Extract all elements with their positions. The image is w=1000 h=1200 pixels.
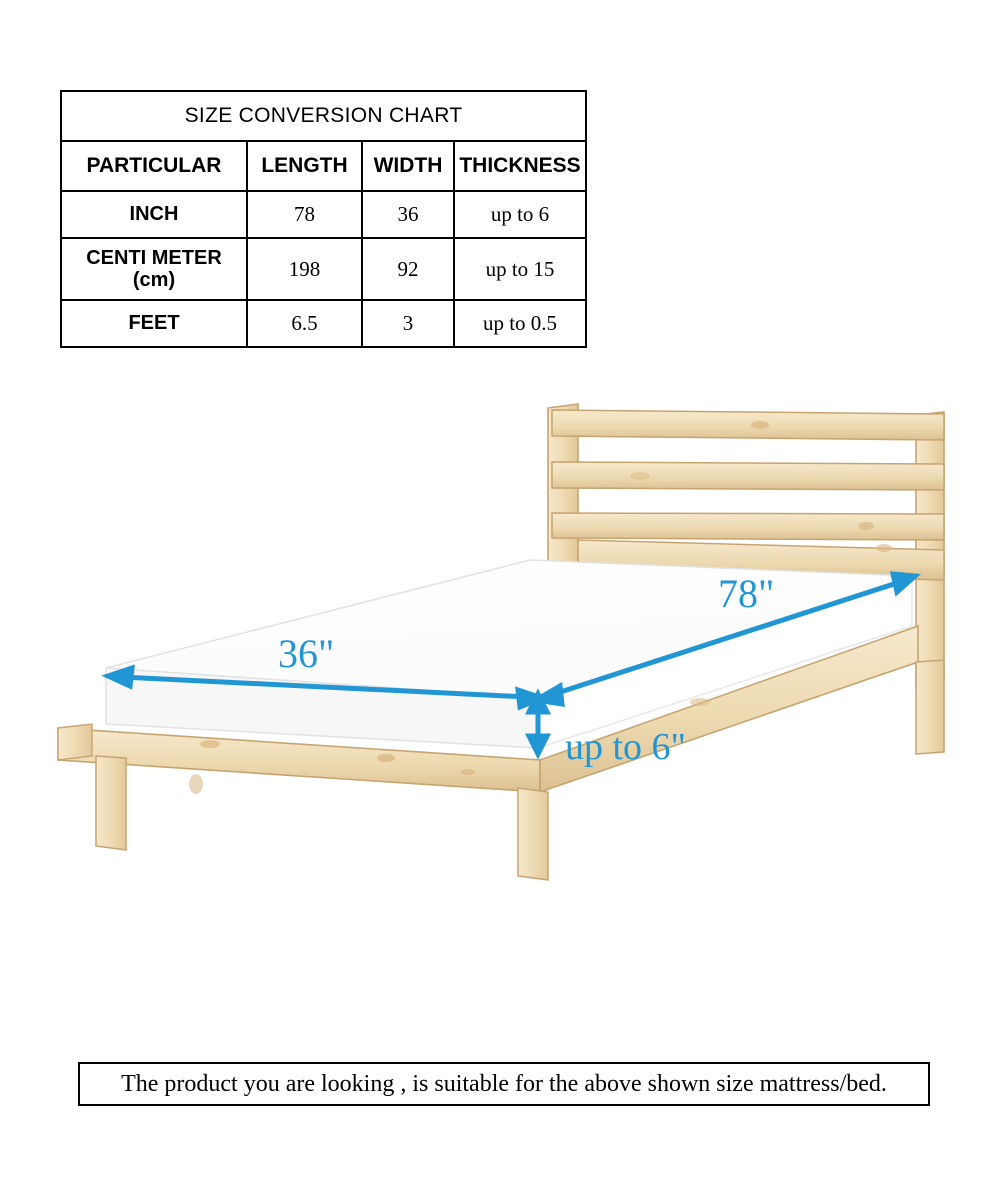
table-header-row [61,141,586,191]
table-row [61,191,586,238]
row-label-feet: FEET [61,300,247,347]
wood-knot [377,754,395,762]
row-label-centimeter-line1: CENTI METER [86,246,222,269]
header-length: LENGTH [247,141,362,191]
footer-note-text: The product you are looking , is suitable for the above shown size mattress/bed. [121,1070,887,1097]
wood-knot [858,522,874,530]
bed-illustration [0,380,1000,980]
table-row [61,238,586,300]
cell-inch-length: 78 [247,191,362,238]
table-title: SIZE CONVERSION CHART [61,91,586,141]
wood-knot [876,544,892,552]
cell-cm-width: 92 [362,238,454,300]
headboard-slat-1 [552,410,944,440]
cell-feet-thickness: up to 0.5 [454,300,586,347]
arrow-head-thickness-bottom [529,736,547,754]
wood-knot [461,769,475,775]
cell-inch-thickness: up to 6 [454,191,586,238]
footer-note-box [78,1062,930,1106]
wood-knot [189,774,203,794]
header-thickness: THICKNESS [454,141,586,191]
bed-leg-back-right [916,660,944,754]
dimension-label-thickness: up to 6" [565,726,687,768]
row-label-centimeter [61,238,247,300]
dimension-label-length: 78" [718,571,775,616]
wood-knot [200,740,220,748]
bed-diagram-svg [0,380,1000,980]
cell-inch-width: 36 [362,191,454,238]
row-label-inch: INCH [61,191,247,238]
bed-leg-front-left [96,756,126,850]
dimension-label-width: 36" [278,631,335,676]
cell-feet-length: 6.5 [247,300,362,347]
wood-knot [690,698,710,706]
table-row [61,300,586,347]
cell-cm-length: 198 [247,238,362,300]
header-width: WIDTH [362,141,454,191]
row-label-centimeter-line2: (cm) [132,269,176,291]
cell-feet-width: 3 [362,300,454,347]
header-particular: PARTICULAR [61,141,247,191]
headboard-slat-2 [552,462,944,490]
cell-cm-thickness: up to 15 [454,238,586,300]
wood-knot [751,421,769,429]
headboard-slat-3 [552,513,944,540]
bed-leg-front-right [518,788,548,880]
wood-knot [630,472,650,480]
frame-corner-left [58,724,92,760]
size-conversion-table [60,90,587,348]
table-title-row [61,91,586,141]
